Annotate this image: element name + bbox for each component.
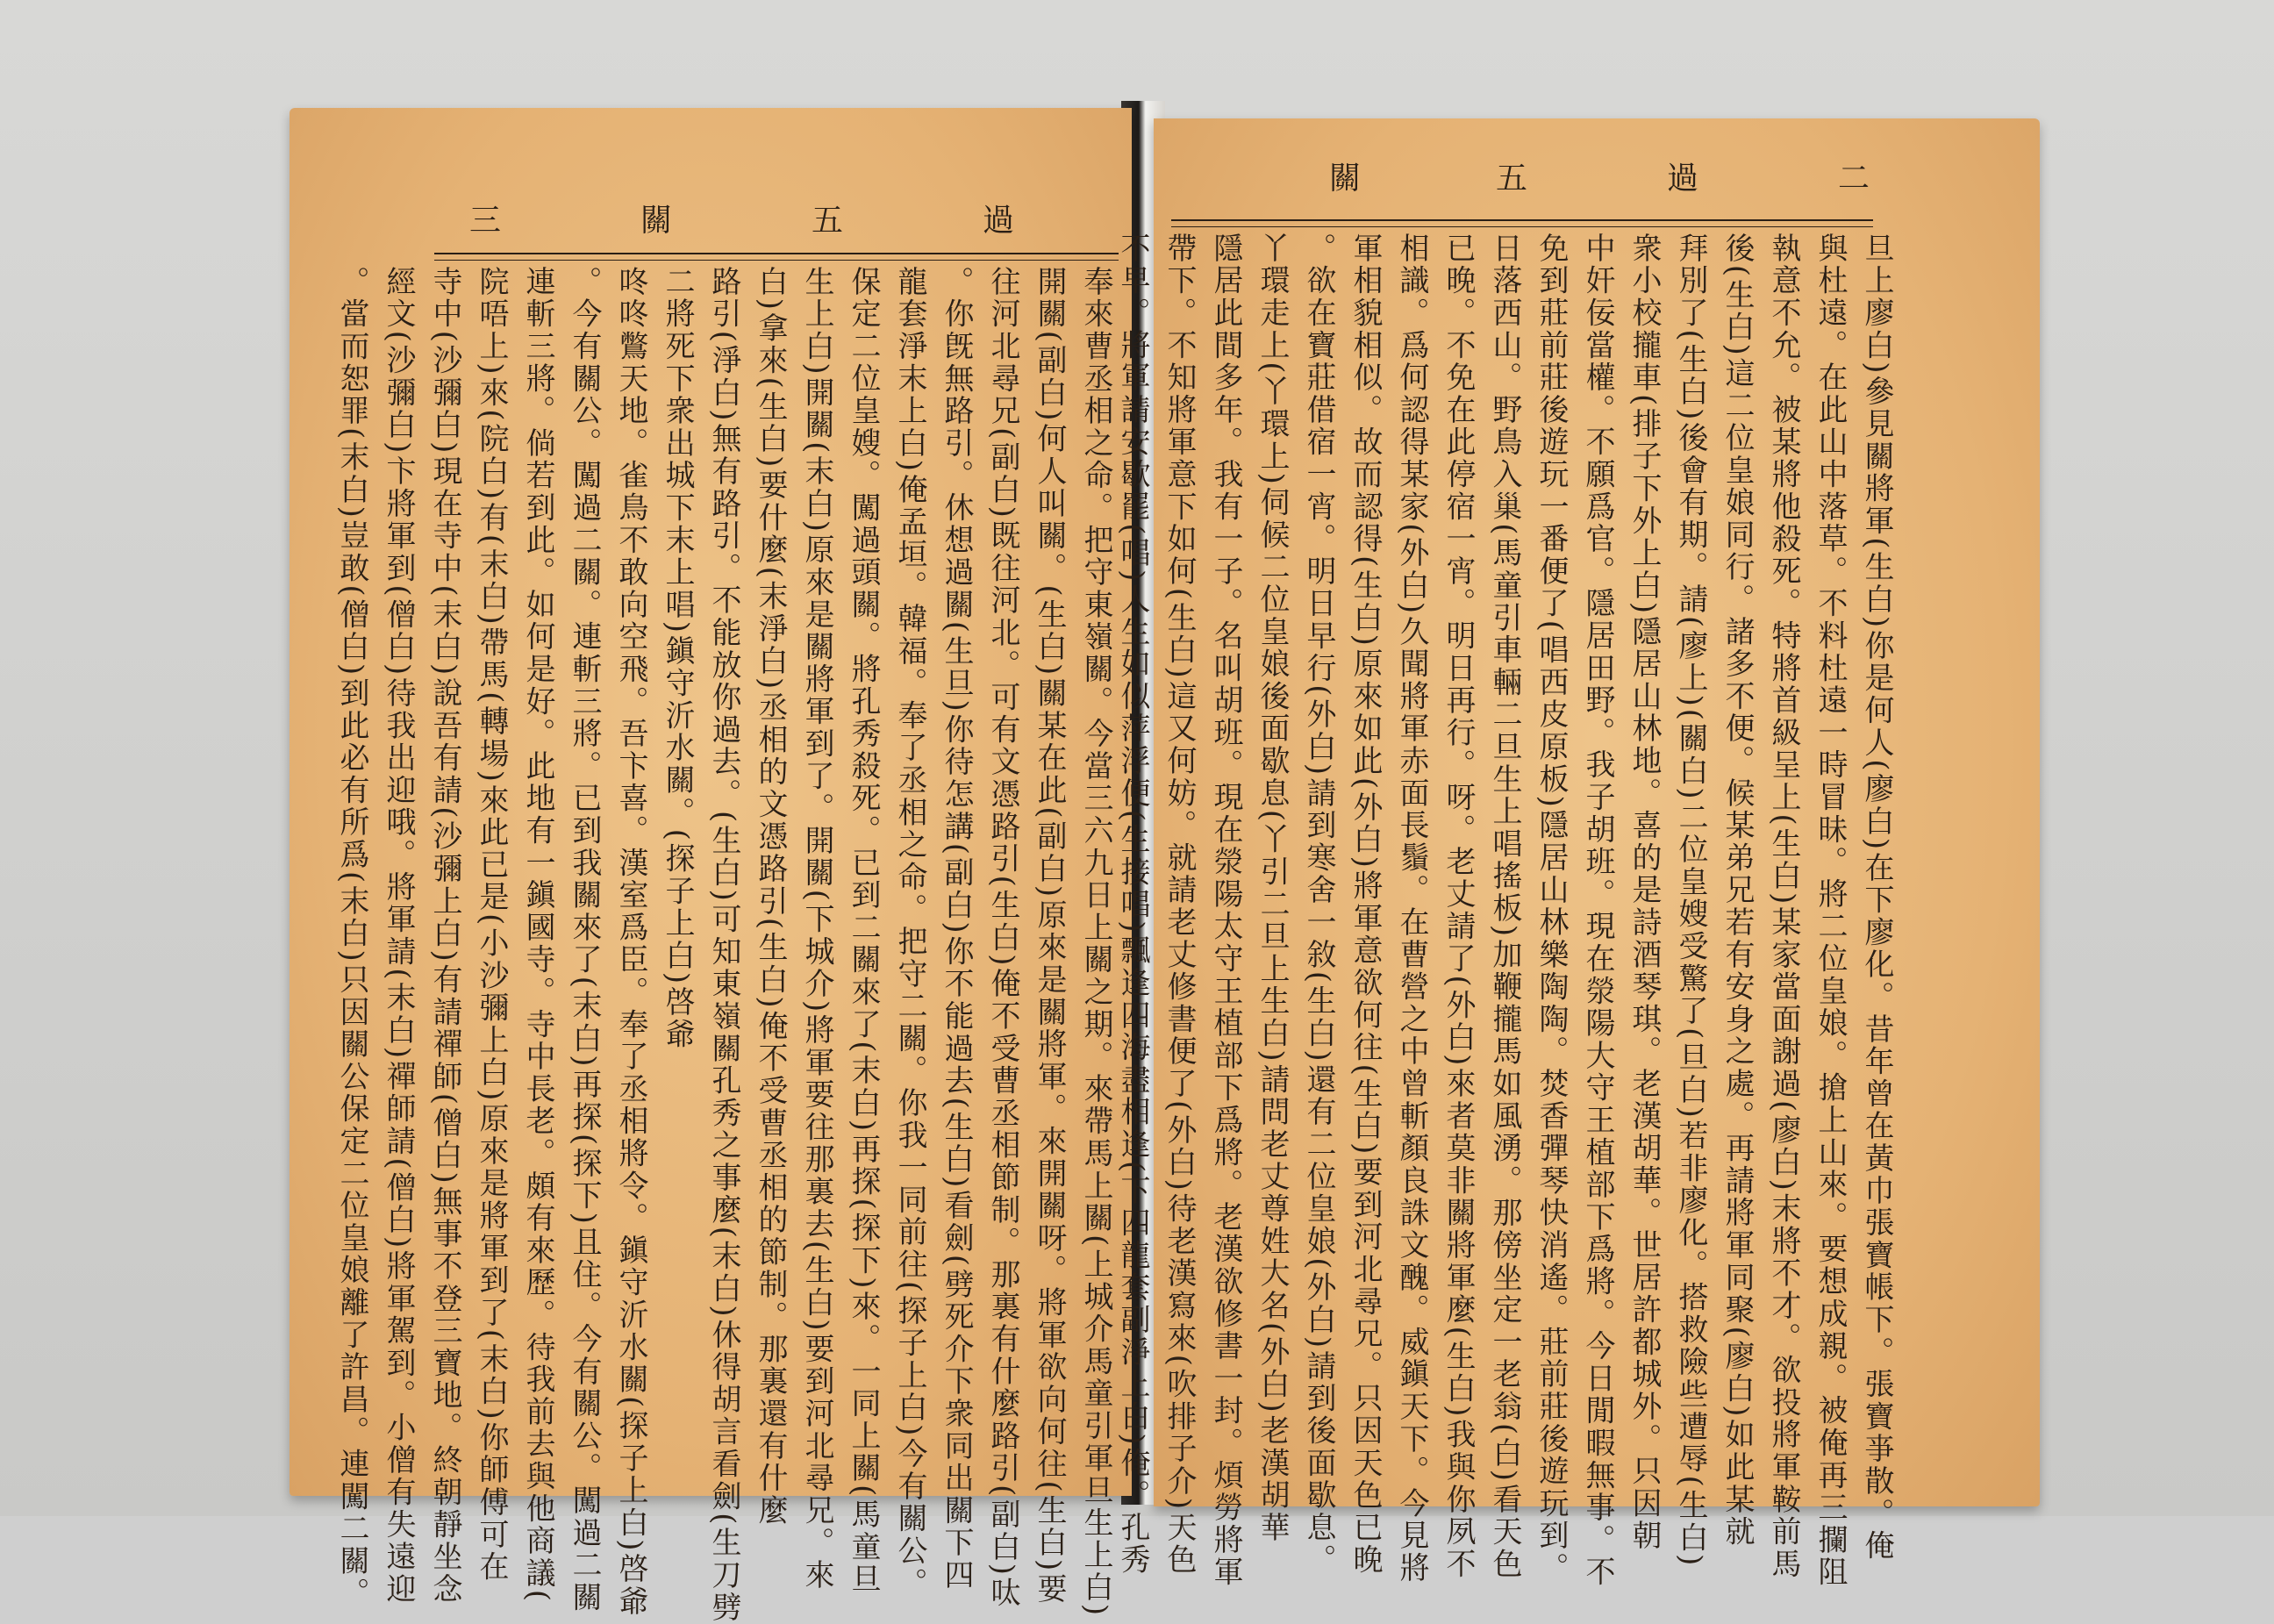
left-header-rule bbox=[434, 253, 1119, 261]
left-text-line: 往河北尋兄(副白)既往河北。可有文憑路引(生白)俺不受曹丞相節制。那裏有什麼路引(副白)呔 bbox=[985, 266, 1020, 1610]
left-text-line: 奉來曹丞相之命。把守東嶺關。今當三六九日上關之期。來帶馬上關(上城介馬童引軍旦生上白) bbox=[1078, 266, 1113, 1618]
right-text-line: 後(生白)這二位皇娘同行。諸多不便。候某弟兄若有安身之處。再請將軍同聚(廖白)如此某就 bbox=[1720, 233, 1755, 1549]
left-text-line: 。當而恕罪(末白)豈敢(僧白)到此必有所爲(末白)只因關公保定二位皇娘離了許昌。連闖二關。 bbox=[334, 266, 369, 1610]
right-text-line: 。欲在寶莊借宿一宵。明日早行(外白)請到寒舍一敘(生白)還有二位皇娘(外白)請到後面歇息。 bbox=[1301, 233, 1336, 1577]
left-text-line: 二將死下衆出城下末上唱)鎭守沂水關。(探子上白)啓爺 bbox=[660, 266, 695, 1051]
right-text-line: 中奸佞當權。不願爲官。隱居田野。我子胡班。現在滎陽大守王植部下爲將。今日閒暇無事。不 bbox=[1580, 233, 1615, 1589]
left-text-line: 經文(沙彌白)卞將軍到(僧白)待我出迎哦。將軍請(末白)禪師請(僧白)將軍駕到。小僧有失遠迎 bbox=[381, 266, 416, 1606]
left-header-title-1: 關 bbox=[640, 203, 675, 239]
left-text-line: 。你旣無路引。休想過關(生旦)你待怎講(副白)你不能過去(生白)看劍(劈死介下衆同出關下四 bbox=[939, 266, 974, 1592]
right-text-line: 日落西山。野鳥入巢(馬童引車輛二旦生上唱搖板)加鞭攏馬如風湧。那傍坐定一老翁(白)看天色 bbox=[1487, 233, 1522, 1581]
left-page-number: 三 bbox=[469, 203, 504, 239]
right-text-line: 相識。爲何認得某家(外白)久聞將軍赤面長鬚。在曹營之中曾斬顏良誅文醜。威鎭天下。今見將 bbox=[1394, 233, 1429, 1585]
left-header-title-2: 五 bbox=[812, 203, 846, 239]
right-header-title-3: 過 bbox=[1667, 161, 1701, 197]
left-text-line: 生上白)開關(末白)原來是關將軍到了。開關(下城介)將軍要往那裏去(生白)要到河北尋兄。來 bbox=[799, 266, 834, 1592]
left-page-text bbox=[334, 266, 1119, 1624]
right-text-line: 旦上廖白)參見關將軍(生白)你是何人(廖白)在下廖化。昔年曾在黃巾張寶帳下。張寶亊散。俺 bbox=[1859, 233, 1894, 1563]
right-text-line: 軍相貌相似。故而認得(生白)原來如此(外白)將軍意欲何往(生白)要到河北尋兄。只因天色已晚 bbox=[1348, 233, 1383, 1577]
right-text-line: 執意不允。被某將他殺死。特將首級呈上(生白)某家當面謝過(廖白)末將不才。欲投將軍鞍前馬 bbox=[1766, 233, 1801, 1581]
left-text-line: 連斬三將。倘若到此。如何是好。此地有一鎭國寺。寺中長老。頗有來歷。待我前去與他商議( bbox=[520, 266, 555, 1604]
right-text-line: 不早。將軍請安歇罷(唱)人生如似萍浮便(生接唱)飄逢四海盡相逢(下四龍套副淨上白)俺。孔秀 bbox=[1115, 233, 1150, 1577]
right-header-rule bbox=[1171, 219, 1873, 227]
left-text-line: 。今有關公。闖過二關。連斬三將。已到我關來了(末白)再探(探下)且住。今有關公。闖過二關 bbox=[567, 266, 602, 1614]
left-text-line: 咚咚鷩天地。雀鳥不敢向空飛。吾卞喜。漢室爲臣。奉了丞相將令。鎭守沂水關(探子上白)啓爺 bbox=[613, 266, 648, 1618]
left-text-line: 開關(副白)何人叫關。(生白)關某在此(副白)原來是關將軍。來開關呀。將軍欲向何往(生白)要 bbox=[1032, 266, 1067, 1606]
right-text-line: 衆小校攏車(排子下外上白)隱居山林地。喜的是詩酒琴琪。老漢胡華。世居許都城外。只因朝 bbox=[1627, 233, 1662, 1553]
left-page bbox=[290, 108, 1132, 1624]
right-text-line: 隱居此間多年。我有一子。名叫胡班。現在滎陽太守王植部下爲將。老漢欲修書一封。煩勞將軍 bbox=[1208, 233, 1243, 1589]
right-page bbox=[1115, 118, 2040, 1589]
left-text-line: 路引(淨白)無有路引。不能放你過去。(生白)可知東嶺關孔秀之事麼(末白)休得胡言看劍(生刀劈 bbox=[706, 266, 741, 1624]
right-text-line: 拜別了(生白)後會有期。請(廖上)(關白)二位皇嫂受驚了(旦白)若非廖化。搭救險些遭辱(生白) bbox=[1673, 233, 1708, 1569]
right-header-title-2: 五 bbox=[1496, 161, 1530, 197]
left-text-line: 寺中(沙彌白)現在寺中(末白)說吾有請(沙彌上白)有請禪師(僧白)無事不登三寶地。終朝靜坐念 bbox=[427, 266, 462, 1606]
left-text-line: 白)拿來(生白)要什麼(末淨白)丞相的文憑路引(生白)俺不受曹丞相的節制。那裏還有什麼 bbox=[753, 266, 788, 1527]
right-text-line: 帶下。不知將軍意下如何(生白)這又何妨。就請老丈修書便了(外白)待老漢寫來(吹排子介)天色 bbox=[1162, 233, 1197, 1577]
left-text-line: 院唔上)來(院白)有(末白)帶馬(轉場)來此已是(小沙彌上白)原來是將軍到了(末白)你師傅可在 bbox=[474, 266, 509, 1584]
right-page-header bbox=[1154, 154, 2040, 206]
left-text-line: 保定二位皇嫂。闖過頭關。將孔秀殺死。已到二關來了(末白)再探(探下)來。一同上關(馬童旦 bbox=[846, 266, 881, 1596]
left-page-header bbox=[290, 196, 1132, 248]
left-text-line: 龍套淨末上白)俺孟垣。韓福。奉了丞相之命。把守二關。你我一同前往(探子上白)今有關公。 bbox=[892, 266, 927, 1600]
left-header-title-3: 過 bbox=[983, 203, 1017, 239]
right-text-line: 丫環走上(丫環上)伺候二位皇娘後面歇息(丫引二旦上生白)請問老丈尊姓大名(外白)老漢胡華 bbox=[1255, 233, 1290, 1544]
right-text-line: 免到莊前莊後遊玩一番便了(唱西皮原板)隱居山林樂陶陶。焚香彈琴快消遙。莊前莊後遊玩到。 bbox=[1534, 233, 1569, 1585]
right-text-line: 與杜遠。在此山中落草。不料杜遠一時冒昧。將二位皇娘。搶上山來。要想成親。被俺再三攔阻 bbox=[1813, 233, 1848, 1589]
right-page-number: 二 bbox=[1838, 161, 1872, 197]
right-page-text bbox=[1115, 233, 1899, 1589]
right-header-title-1: 關 bbox=[1329, 161, 1363, 197]
right-text-line: 已晚。不免在此停宿一宵。明日再行。呀。老丈請了(外白)來者莫非關將軍麼(生白)我與你夙不 bbox=[1441, 233, 1476, 1581]
open-book bbox=[290, 83, 2040, 1624]
